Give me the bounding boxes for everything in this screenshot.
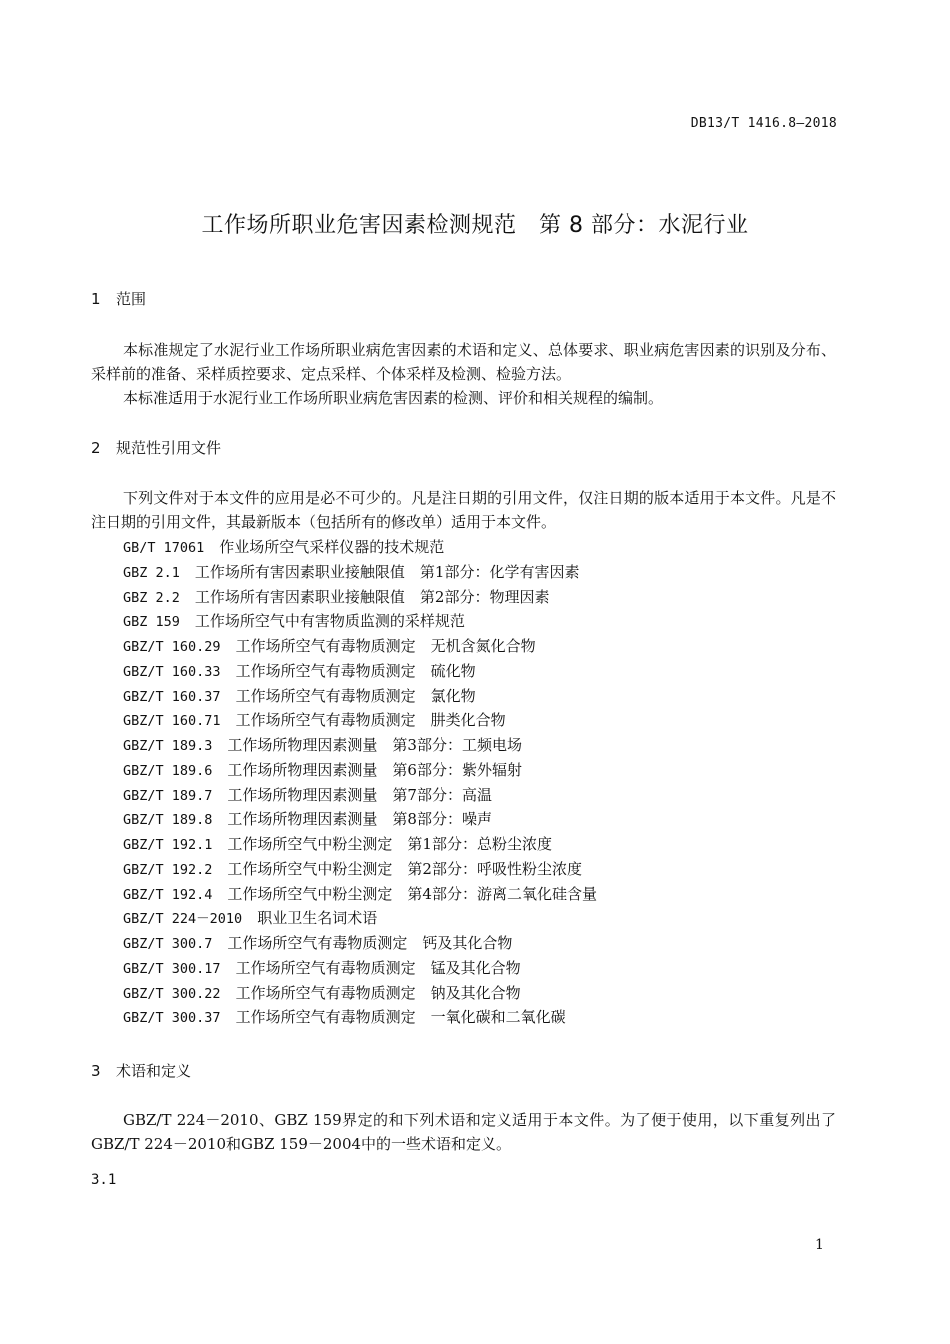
reference-item	[123, 585, 597, 610]
section-3-heading	[91, 1060, 191, 1081]
reference-code: GBZ/T 189.6	[123, 762, 213, 779]
reference-title: 工作场所有害因素职业接触限值 第2部分：物理因素	[194, 587, 550, 606]
reference-title: 工作场所空气中有害物质监测的采样规范	[194, 612, 465, 631]
reference-code: GBZ 2.1	[123, 564, 180, 581]
reference-title: 工作场所空气有毒物质测定 无机含氮化合物	[235, 637, 536, 655]
reference-title: 工作场所空气有毒物质测定 一氧化碳和二氧化碳	[235, 1008, 566, 1027]
reference-title: 工作场所空气有毒物质测定 肼类化合物	[235, 711, 506, 730]
reference-code: GBZ/T 189.8	[123, 812, 213, 829]
reference-title: 工作场所空气有毒物质测定 钙及其化合物	[227, 934, 513, 952]
reference-spacer	[212, 786, 227, 804]
reference-spacer	[212, 835, 227, 853]
reference-code: GBZ 2.2	[123, 589, 180, 606]
reference-item	[123, 659, 597, 684]
reference-spacer	[242, 909, 257, 927]
reference-title: 工作场所物理因素测量 第3部分：工频电场	[227, 736, 522, 754]
reference-spacer	[180, 612, 195, 630]
reference-item	[123, 634, 597, 659]
reference-code: GBZ/T 300.37	[123, 1010, 221, 1027]
reference-code: GBZ/T 300.7	[123, 936, 213, 952]
reference-spacer	[212, 885, 227, 903]
reference-spacer	[221, 1008, 236, 1026]
reference-item	[123, 733, 597, 758]
reference-title: 工作场所空气有毒物质测定 锰及其化合物	[235, 958, 521, 977]
section-title: 术语和定义	[116, 1062, 192, 1080]
reference-code: GBZ/T 189.7	[123, 787, 213, 804]
reference-code: GB/T 17061	[123, 540, 205, 556]
section-2-heading	[91, 437, 221, 458]
reference-item	[123, 609, 597, 634]
reference-spacer	[204, 538, 219, 556]
reference-item	[123, 906, 597, 931]
reference-item	[123, 931, 597, 956]
reference-item	[123, 783, 597, 808]
reference-item	[123, 956, 597, 981]
reference-list	[123, 535, 597, 1030]
reference-item	[123, 535, 597, 560]
reference-item	[123, 807, 597, 832]
reference-item	[123, 708, 597, 733]
reference-spacer	[180, 563, 195, 581]
reference-item	[123, 882, 597, 907]
reference-spacer	[221, 637, 236, 655]
section-number: 1	[91, 290, 101, 308]
section-number: 2	[91, 439, 101, 457]
section-2-intro: 下列文件对于本文件的应用是必不可少的。凡是注日期的引用文件，仅注日期的版本适用于本文件。凡是不注日期的引用文件，其最新版本（包括所有的修改单）适用于本文件。	[91, 489, 836, 531]
reference-title: 工作场所空气有毒物质测定 氯化物	[235, 686, 476, 705]
reference-code: GBZ/T 224－2010	[123, 911, 243, 928]
section-3-intro: GBZ/T 224－2010、GBZ 159界定的和下列术语和定义适用于本文件。为了便于使用，以下重复列出了GBZ/T 224－2010和GBZ 159－2004中的一些术语和定义。	[91, 1111, 836, 1153]
section-title: 规范性引用文件	[116, 439, 222, 457]
reference-code: GBZ/T 189.3	[123, 738, 213, 754]
section-title: 范围	[116, 290, 147, 308]
reference-spacer	[221, 687, 236, 705]
page-number: 1	[815, 1237, 824, 1253]
reference-code: GBZ/T 160.37	[123, 688, 221, 705]
reference-spacer	[212, 736, 227, 754]
reference-title: 工作场所空气中粉尘测定 第2部分：呼吸性粉尘浓度	[227, 859, 582, 878]
reference-item	[123, 758, 597, 783]
reference-title: 工作场所有害因素职业接触限值 第1部分：化学有害因素	[194, 562, 580, 581]
reference-spacer	[212, 761, 227, 779]
section-1-paragraph-2: 本标准适用于水泥行业工作场所职业病危害因素的检测、评价和相关规程的编制。	[123, 389, 664, 407]
reference-spacer	[212, 934, 227, 952]
reference-item	[123, 560, 597, 585]
reference-code: GBZ/T 300.22	[123, 985, 221, 1002]
document-number: DB13/T 1416.8—2018	[690, 116, 837, 131]
reference-item	[123, 684, 597, 709]
reference-title: 工作场所空气有毒物质测定 硫化物	[235, 661, 476, 680]
reference-code: GBZ/T 160.33	[123, 663, 221, 680]
reference-spacer	[221, 662, 236, 680]
reference-item	[123, 832, 597, 857]
document-title: 工作场所职业危害因素检测规范 第 8 部分：水泥行业	[201, 213, 749, 238]
reference-item	[123, 1005, 597, 1030]
section-number: 3	[91, 1062, 101, 1080]
reference-code: GBZ/T 300.17	[123, 960, 221, 977]
reference-code: GBZ/T 192.2	[123, 861, 213, 878]
reference-title: 工作场所空气中粉尘测定 第4部分：游离二氧化硅含量	[227, 884, 597, 903]
reference-title: 工作场所物理因素测量 第6部分：紫外辐射	[227, 760, 522, 779]
reference-title: 职业卫生名词术语	[257, 909, 378, 928]
reference-code: GBZ/T 160.71	[123, 713, 221, 730]
section-1-heading	[91, 288, 146, 309]
reference-spacer	[221, 984, 236, 1002]
reference-title: 作业场所空气采样仪器的技术规范	[219, 538, 445, 556]
reference-item	[123, 857, 597, 882]
reference-spacer	[221, 711, 236, 729]
reference-code: GBZ 159	[123, 614, 180, 631]
clause-number: 3.1	[91, 1172, 117, 1188]
reference-title: 工作场所物理因素测量 第8部分：噪声	[227, 810, 492, 829]
reference-spacer	[212, 860, 227, 878]
reference-title: 工作场所物理因素测量 第7部分：高温	[227, 785, 492, 804]
reference-title: 工作场所空气中粉尘测定 第1部分：总粉尘浓度	[227, 835, 552, 853]
reference-title: 工作场所空气有毒物质测定 钠及其化合物	[235, 983, 521, 1002]
reference-code: GBZ/T 192.1	[123, 837, 213, 853]
reference-code: GBZ/T 160.29	[123, 639, 221, 655]
reference-spacer	[221, 959, 236, 977]
section-1-paragraph-1: 本标准规定了水泥行业工作场所职业病危害因素的术语和定义、总体要求、职业病危害因素的识别及分布、采样前的准备、采样质控要求、定点采样、个体采样及检测、检验方法。	[91, 341, 836, 383]
reference-code: GBZ/T 192.4	[123, 886, 213, 903]
reference-spacer	[180, 588, 195, 606]
reference-item	[123, 981, 597, 1006]
reference-spacer	[212, 810, 227, 828]
